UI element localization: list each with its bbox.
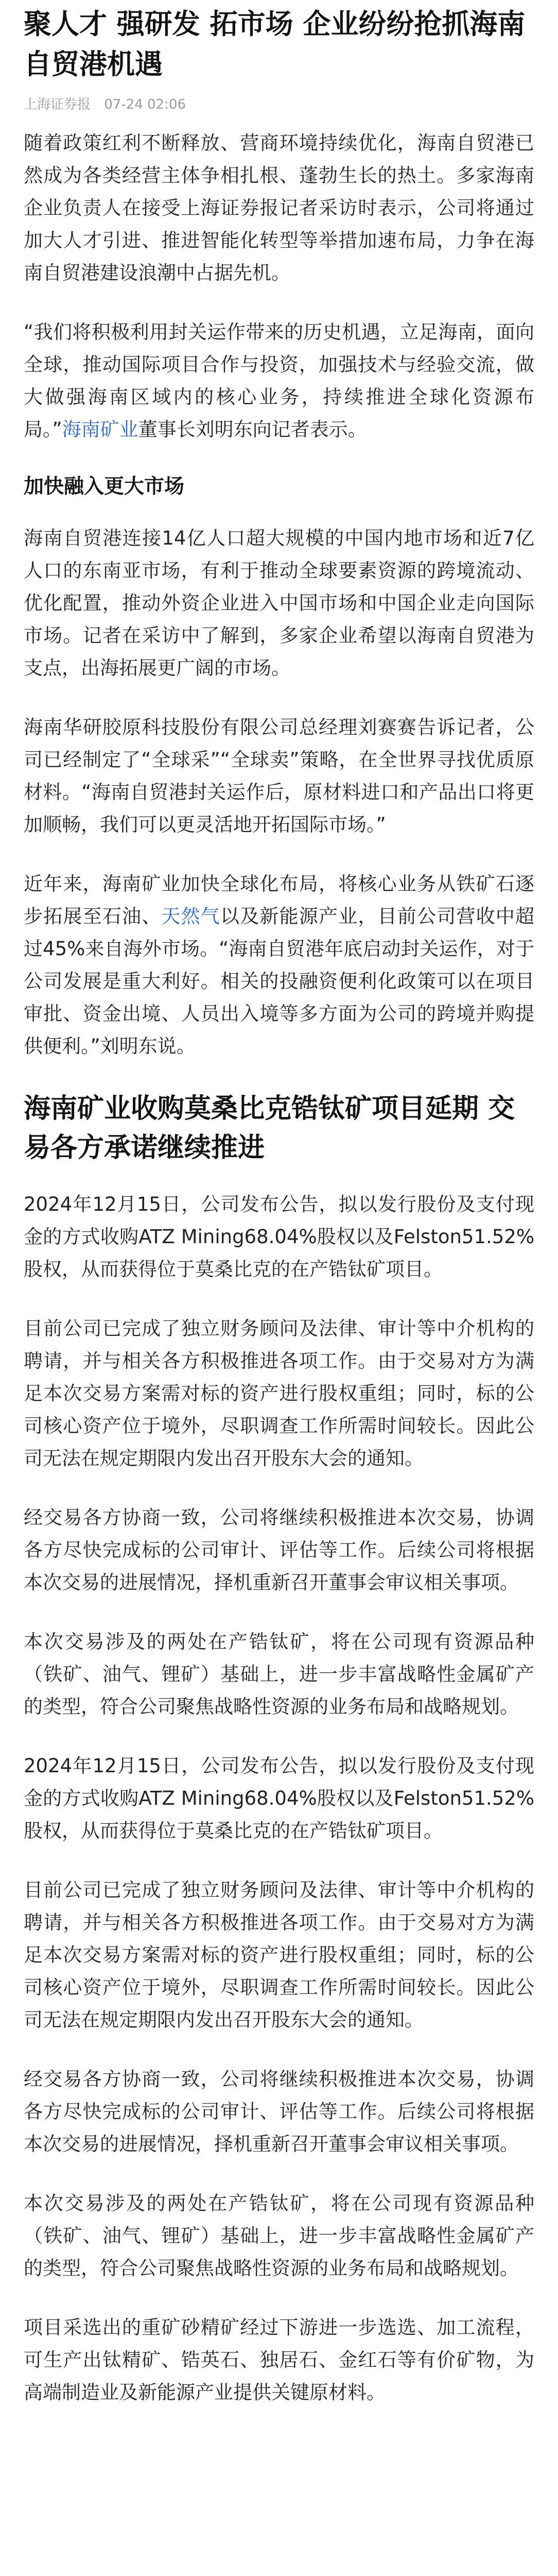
progress-paragraph: 目前公司已完成了独立财务顾问及法律、审计等中介机构的聘请，并与相关各方积极推进各项工作。由于交易对方为满足本次交易方案需对标的资产进行股权重组；同时，标的公司核心资产位于境外，尽职调查工作所需时间较长。因此公司无法在规定期限内发出召开股东大会的通知。 <box>24 1317 534 1469</box>
announcement-paragraph: 2024年12月15日，公司发布公告，拟以发行股份及支付现金的方式收购ATZ Mining68.04%股权以及Felston51.52%股权，从而获得位于莫桑比克的在产锆钛矿项目。 <box>24 1193 534 1280</box>
negotiation-paragraph: 经交易各方协商一致，公司将继续积极推进本次交易，协调各方尽快完成标的公司审计、评估等工作。后续公司将根据本次交易的进展情况，择机重新召开董事会审议相关事项。 <box>24 1506 534 1594</box>
paragraph-text: 以及新能源产业，目前公司营收中超过45%来自海外市场。“海南自贸港年底启动封关运作，对于公司发展是重大利好。相关的投融资便利化政策可以在项目审批、资金出境、人员出入境等多方面为公司的跨境并购提供便利。”刘明东说。 <box>24 905 535 1057</box>
section-subheading: 加快融入更大市场 <box>24 475 185 498</box>
strategy-paragraph-repeat: 本次交易涉及的两处在产锆钛矿，将在公司现有资源品种（铁矿、油气、锂矿）基础上，进一步丰富战略性金属矿产的类型，符合公司聚焦战略性资源的业务布局和战略规划。 <box>24 2192 534 2279</box>
section-title: 海南矿业收购莫桑比克锆钛矿项目延期 交易各方承诺继续推进 <box>24 1093 515 1163</box>
announcement-paragraph-repeat: 2024年12月15日，公司发布公告，拟以发行股份及支付现金的方式收购ATZ Mining68.04%股权以及Felston51.52%股权，从而获得位于莫桑比克的在产锆钛矿项目。 <box>24 1755 534 1842</box>
huayan-paragraph: 海南华研胶原科技股份有限公司总经理刘赛赛告诉记者，公司已经制定了“全球采”“全球卖”策略，在全世界寻找优质原材料。“海南自贸港封关运作后，原材料进口和产品出口将更加顺畅，我们可以更灵活地开拓国际市场。” <box>24 716 534 836</box>
paragraph-text: 近年来，海南矿业加快全球化布局，将核心业务从铁矿石逐步拓展至石油、 <box>24 873 534 927</box>
natural-gas-link[interactable]: 天然气 <box>161 905 221 927</box>
market-paragraph: 海南自贸港连接14亿人口超大规模的中国内地市场和近7亿人口的东南亚市场，有利于推动全球要素资源的跨境流动、优化配置，推动外资企业进入中国市场和中国企业走向国际市场。记者在采访中了解到，多家企业希望以海南自贸港为支点，出海拓展更广阔的市场。 <box>24 527 534 679</box>
quote-paragraph <box>24 316 534 446</box>
quote-text: “我们将积极利用封关运作带来的历史机遇，立足海南，面向全球，推动国际项目合作与投资，加强技术与经验交流，做大做强海南区域内的核心业务，持续推进全球化资源布局。” <box>24 321 534 440</box>
intro-paragraph: 随着政策红利不断释放、营商环境持续优化，海南自贸港已然成为各类经营主体争相扎根、蓬勃生长的热土。多家海南企业负责人在接受上海证券报记者采访时表示，公司将通过加大人才引进、推进智能化转型等举措加速布局，力争在海南自贸港建设浪潮中占据先机。 <box>24 132 534 284</box>
company-link-hainan-mining[interactable]: 海南矿业 <box>62 418 138 440</box>
article-headline: 聚人才 强研发 拓市场 企业纷纷抢抓海南自贸港机遇 <box>24 8 526 80</box>
article-date: 07-24 02:06 <box>104 97 186 112</box>
negotiation-paragraph-repeat: 经交易各方协商一致，公司将继续积极推进本次交易，协调各方尽快完成标的公司审计、评估等工作。后续公司将根据本次交易的进展情况，择机重新召开董事会审议相关事项。 <box>24 2068 534 2155</box>
article-meta <box>24 96 534 113</box>
article-source: 上海证券报 <box>24 97 91 112</box>
quote-attribution: 董事长刘明东向记者表示。 <box>138 418 367 440</box>
strategy-paragraph: 本次交易涉及的两处在产锆钛矿，将在公司现有资源品种（铁矿、油气、锂矿）基础上，进一步丰富战略性金属矿产的类型，符合公司聚焦战略性资源的业务布局和战略规划。 <box>24 1631 534 1718</box>
minerals-paragraph: 项目采选出的重矿砂精矿经过下游进一步选选、加工流程，可生产出钛精矿、锆英石、独居石、金红石等有价矿物，为高端制造业及新能源产业提供关键原材料。 <box>24 2316 534 2403</box>
progress-paragraph-repeat: 目前公司已完成了独立财务顾问及法律、审计等中介机构的聘请，并与相关各方积极推进各项工作。由于交易对方为满足本次交易方案需对标的资产进行股权重组；同时，标的公司核心资产位于境外，尽职调查工作所需时间较长。因此公司无法在规定期限内发出召开股东大会的通知。 <box>24 1879 534 2031</box>
global-layout-paragraph <box>24 868 534 1062</box>
